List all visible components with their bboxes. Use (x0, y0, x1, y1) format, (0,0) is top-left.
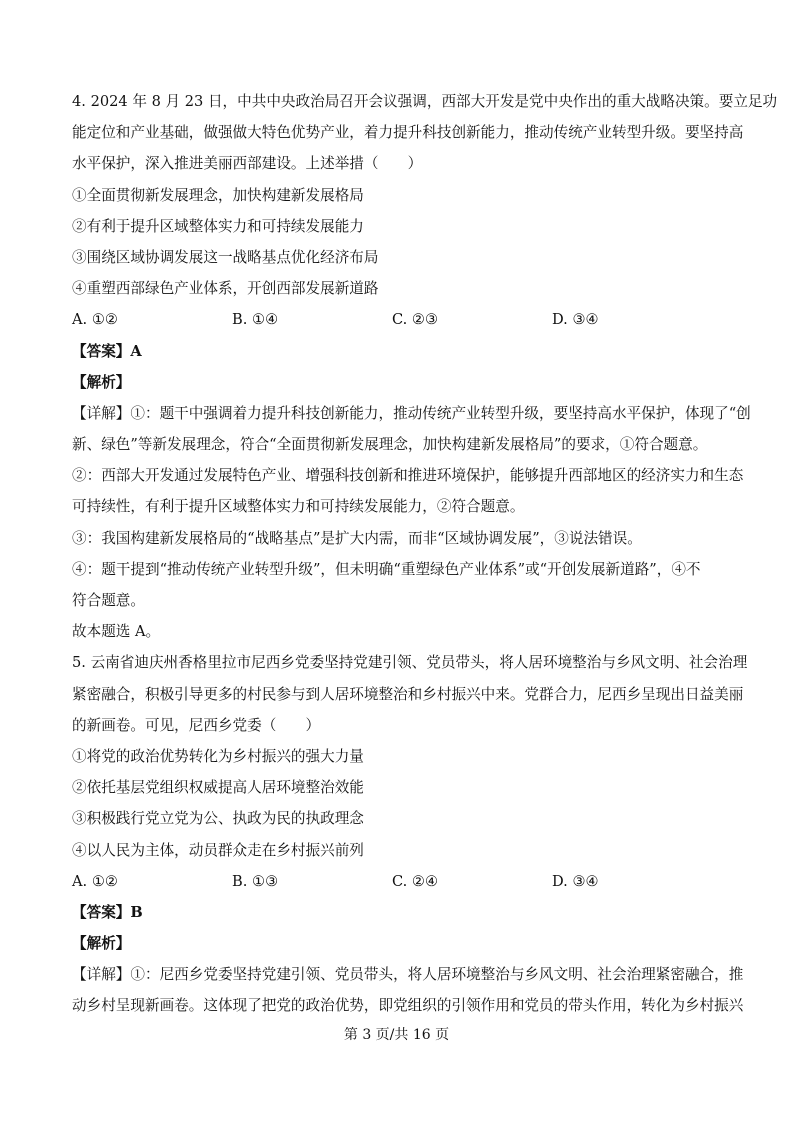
q4-option-c: C. ②③ (392, 311, 439, 329)
q5-item-3: ③积极践行党立党为公、执政为民的执政理念 (72, 810, 364, 828)
q4-option-a: A. ①② (72, 311, 118, 329)
q5-stem-line-3: 的新画卷。可见，尼西乡党委（ ） (72, 716, 321, 734)
q4-option-d: D. ③④ (552, 311, 599, 329)
page-footer: 第 3 页/共 16 页 (343, 1027, 450, 1043)
q4-options (72, 310, 722, 341)
q4-stem-line-3: 水平保护，深入推进美丽西部建设。上述举措（ ） (72, 155, 423, 173)
q4-detail-line-6: ④：题干提到“推动传统产业转型升级”，但未明确“重塑绿色产业体系”或“开创发展新道路”，④不 (72, 560, 701, 578)
q4-item-3: ③围绕区域协调发展这一战略基点优化经济布局 (72, 248, 379, 266)
q4-option-b: B. ①④ (232, 311, 279, 329)
q5-option-a: A. ①② (72, 872, 118, 890)
q5-option-d: D. ③④ (552, 872, 599, 890)
q5-item-2: ②依托基层党组织权威提高人居环境整治效能 (72, 779, 364, 797)
q4-item-2: ②有利于提升区域整体实力和可持续发展能力 (72, 217, 364, 235)
q4-item-4: ④重塑西部绿色产业体系，开创西部发展新道路 (72, 280, 379, 298)
q4-detail-line-3: ②：西部大开发通过发展特色产业、增强科技创新和推进环境保护，能够提升西部地区的经济实力和生态 (72, 467, 744, 485)
q5-stem-line-2: 紧密融合，积极引导更多的村民参与到人居环境整治和乡村振兴中来。党群合力，尼西乡呈现出日益美丽 (72, 685, 744, 703)
q5-stem-line-1: 5. 云南省迪庆州香格里拉市尼西乡党委坚持党建引领、党员带头，将人居环境整治与乡风文明、社会治理 (72, 654, 748, 672)
q5-item-4: ④以人民为主体，动员群众走在乡村振兴前列 (72, 841, 364, 859)
q5-detail-line-2: 动乡村呈现新画卷。这体现了把党的政治优势，即党组织的引领作用和党员的带头作用，转化为乡村振兴 (72, 997, 744, 1015)
q5-detail-line-1: 【详解】①：尼西乡党委坚持党建引领、党员带头，将人居环境整治与乡风文明、社会治理紧密融合，推 (72, 966, 744, 984)
q5-item-1: ①将党的政治优势转化为乡村振兴的强大力量 (72, 747, 364, 765)
q4-stem-line-2: 能定位和产业基础，做强做大特色优势产业，着力提升科技创新能力，推动传统产业转型升级。要坚持高 (72, 124, 744, 142)
q4-detail-line-2: 新、绿色”等新发展理念，符合“全面贯彻新发展理念，加快构建新发展格局”的要求，①符合题意。 (72, 436, 708, 454)
q4-detail-line-7: 符合题意。 (72, 592, 145, 609)
q4-analysis-label: 【解析】 (72, 373, 131, 391)
q5-options (72, 872, 722, 903)
q5-analysis-label: 【解析】 (72, 935, 131, 953)
document-page (72, 92, 778, 1028)
q4-detail-line-1: 【详解】①：题干中强调着力提升科技创新能力，推动传统产业转型升级，要坚持高水平保护，体现了“创 (72, 404, 751, 422)
q4-item-1: ①全面贯彻新发展理念，加快构建新发展格局 (72, 186, 364, 204)
q4-detail-line-4: 可持续性，有利于提升区域整体实力和可持续发展能力，②符合题意。 (72, 498, 525, 516)
q4-detail-line-8: 故本题选 A。 (72, 623, 161, 641)
q4-stem-line-1: 4. 2024 年 8 月 23 日，中共中央政治局召开会议强调，西部大开发是党中央作出的重大战略决策。要立足功 (72, 93, 778, 110)
q5-answer: 【答案】B (72, 903, 143, 921)
q4-answer: 【答案】A (72, 342, 142, 360)
q5-option-c: C. ②④ (392, 872, 439, 890)
q5-option-b: B. ①③ (232, 872, 279, 890)
q4-detail-line-5: ③：我国构建新发展格局的“战略基点”是扩大内需，而非“区域协调发展”，③说法错误。 (72, 529, 642, 547)
